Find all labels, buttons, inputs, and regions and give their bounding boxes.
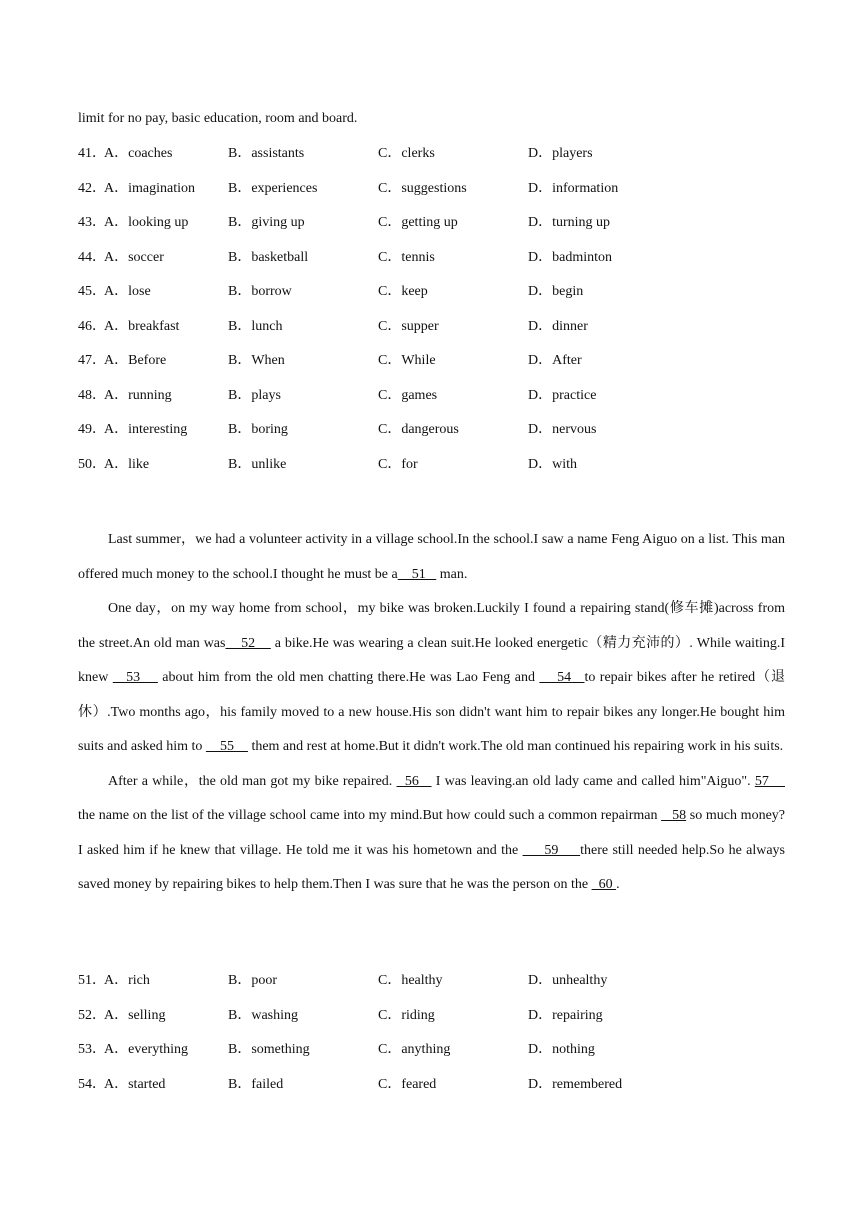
option-c: C．riding: [378, 1007, 435, 1023]
option-b: B．plays: [228, 387, 281, 403]
option-b: B．failed: [228, 1076, 284, 1092]
option-a: A．coaches: [104, 146, 173, 161]
option-d: D．nothing: [528, 1042, 595, 1057]
passage-text: One day，on my way home from school，my bike was broken.Luckily I found a repairing stand(修车摊)across from the street.An old man was: [78, 601, 785, 651]
question-number: 50．: [78, 456, 106, 472]
passage-text: to repair bikes after he retired（退休）.Two months ago，his family moved to a new house.His son didn't want him to repair bikes any longer.He bought him suits and asked him to: [78, 670, 786, 754]
option-c: C．for: [378, 456, 418, 472]
question-number: 44．: [78, 249, 106, 265]
option-d: D．repairing: [528, 1007, 603, 1023]
answer-blank: 57: [754, 773, 786, 789]
question-number: 48．: [78, 387, 106, 403]
answer-blank: 51: [397, 566, 437, 582]
option-c: C．tennis: [378, 249, 435, 265]
option-b: B．When: [228, 353, 285, 368]
option-a: A．breakfast: [104, 318, 180, 334]
option-b: B．something: [228, 1042, 310, 1057]
option-b: B．boring: [228, 422, 288, 437]
option-c: C．feared: [378, 1076, 437, 1092]
answer-blank: 58: [661, 808, 687, 823]
question-number: 43．: [78, 215, 106, 230]
option-d: D．remembered: [528, 1076, 623, 1092]
option-b: B．basketball: [228, 249, 309, 265]
passage-text: man.: [436, 566, 468, 582]
answer-blank: 60: [591, 877, 617, 892]
passage-text: the name on the list of the village school came into my mind.But how could such a common repairman: [78, 808, 662, 823]
question-number: 46．: [78, 318, 106, 334]
answer-blank: 54: [539, 670, 585, 685]
question-number: 45．: [78, 284, 106, 299]
option-d: D．After: [528, 353, 582, 368]
option-b: B．lunch: [228, 318, 283, 334]
option-c: C．clerks: [378, 146, 435, 161]
option-d: D．dinner: [528, 318, 588, 334]
question-number: 49．: [78, 422, 106, 437]
answer-blank: 59: [522, 842, 581, 858]
option-d: D．players: [528, 146, 593, 161]
question-number: 53．: [78, 1042, 106, 1057]
intro-line: limit for no pay, basic education, room and board.: [78, 111, 358, 126]
option-c: C．games: [378, 387, 438, 403]
option-b: B．borrow: [228, 284, 292, 299]
cloze-passage: [78, 523, 785, 903]
option-a: A．like: [104, 456, 150, 472]
option-d: D．nervous: [528, 422, 597, 437]
option-c: C．supper: [378, 318, 439, 334]
option-c: C．healthy: [378, 973, 443, 988]
answer-blank: 55: [205, 739, 248, 754]
question-number: 54．: [78, 1076, 106, 1092]
option-d: D．badminton: [528, 249, 612, 265]
passage-text: so much money?I asked him if he knew that village. He told me it was his hometown and the: [78, 808, 785, 858]
passage-text: about him from the old men chatting there.He was Lao Feng and: [157, 670, 540, 685]
option-d: D．turning up: [528, 215, 611, 230]
option-c: C．anything: [378, 1042, 451, 1057]
option-d: D．with: [528, 456, 577, 472]
option-a: A．everything: [104, 1042, 188, 1057]
option-d: D．unhealthy: [528, 973, 608, 988]
question-number: 52．: [78, 1007, 106, 1023]
option-a: A．looking up: [104, 215, 189, 230]
option-c: C．getting up: [378, 215, 458, 230]
option-a: A．started: [104, 1076, 166, 1092]
option-a: A．Before: [104, 353, 167, 368]
option-b: B．unlike: [228, 456, 287, 472]
option-b: B．giving up: [228, 215, 305, 230]
option-a: A．lose: [104, 284, 151, 299]
option-b: B．poor: [228, 973, 277, 988]
passage-text: a bike.He was wearing a clean suit.He looked energetic（精力充沛的）. While waiting.I knew: [78, 635, 786, 685]
passage-text: I was leaving.an old lady came and called him"Aiguo".: [431, 773, 755, 789]
passage-paragraph: [78, 523, 785, 592]
option-b: B．washing: [228, 1007, 298, 1023]
passage-text: .: [616, 877, 620, 892]
passage-text: there still needed help.So he always saved money by repairing bikes to help them.Then I was sure that he was the person on the: [78, 842, 786, 892]
passage-paragraph: [78, 592, 785, 765]
option-a: A．selling: [104, 1007, 166, 1023]
option-b: B．experiences: [228, 180, 318, 196]
option-d: D．practice: [528, 387, 597, 403]
answer-blank: 52: [225, 635, 271, 651]
option-a: A．rich: [104, 973, 150, 988]
option-a: A．soccer: [104, 249, 164, 265]
question-number: 51．: [78, 973, 106, 988]
option-a: A．imagination: [104, 180, 195, 196]
passage-text: Last summer，we had a volunteer activity in a village school.In the school.I saw a name Feng Aiguo on a list. This man offered much money to the school.I thought he must be a: [78, 532, 785, 582]
option-a: A．running: [104, 387, 172, 403]
option-c: C．suggestions: [378, 180, 467, 196]
passage-text: them and rest at home.But it didn't work.The old man continued his repairing work in his suits.: [247, 739, 784, 754]
passage-text: After a while，the old man got my bike repaired.: [108, 773, 397, 789]
passage-paragraph: [78, 765, 785, 903]
question-number: 47．: [78, 353, 106, 368]
option-b: B．assistants: [228, 146, 305, 161]
option-c: C．dangerous: [378, 422, 459, 437]
question-number: 42．: [78, 180, 106, 196]
option-c: C．keep: [378, 284, 428, 299]
option-a: A．interesting: [104, 422, 188, 437]
question-number: 41．: [78, 146, 106, 161]
option-d: D．begin: [528, 284, 584, 299]
option-c: C．While: [378, 353, 436, 368]
answer-blank: 53: [112, 670, 158, 685]
answer-blank: 56: [396, 773, 432, 789]
option-d: D．information: [528, 180, 619, 196]
